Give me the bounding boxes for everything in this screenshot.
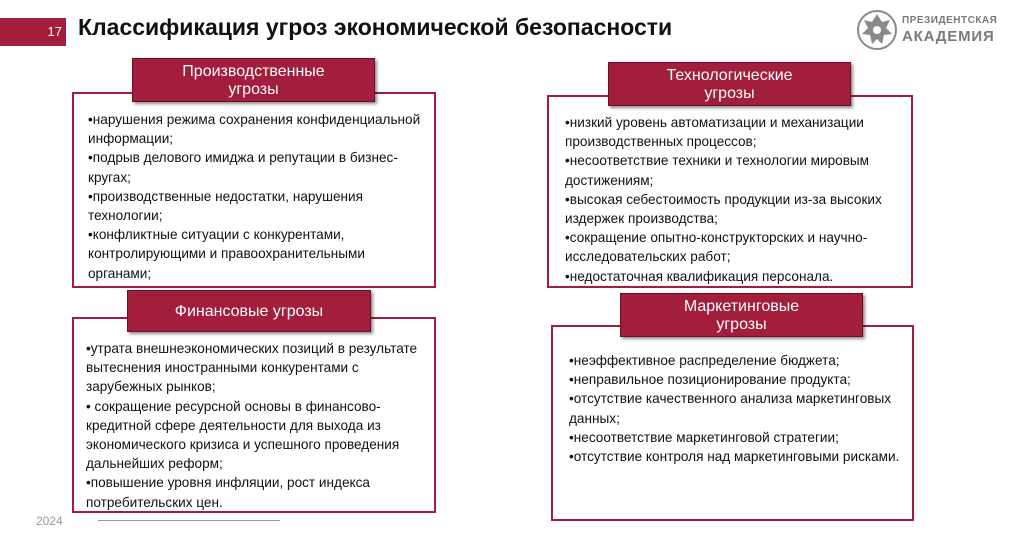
marketing-threats-label — [620, 293, 863, 337]
technology-threats-list — [565, 113, 903, 286]
logo-line1: ПРЕЗИДЕНТСКАЯ — [902, 15, 998, 26]
list-item: •производственные недостатки, нарушения технологии; — [88, 188, 364, 224]
list-item: •недостаточная квалификация персонала. — [565, 268, 834, 284]
list-item: •повышение уровня инфляции, рост индекса потребительских цен. — [86, 475, 370, 510]
marketing-threats-panel — [551, 325, 914, 521]
marketing-threats-label-text: Маркетинговые угрозы — [683, 298, 800, 333]
list-item: •конфликтные ситуации с конкурентами, контролирующими и правоохранительными органами; — [88, 227, 365, 281]
production-threats-label-text: Производственные угрозы — [182, 63, 325, 98]
list-item: •несоответствие техники и технологии мировым достижениям; — [565, 153, 870, 188]
finance-threats-label-text: Финансовые угрозы — [174, 303, 324, 320]
list-item: •отсутствие качественного анализа маркетинговых данных; — [569, 391, 892, 426]
list-item: • сокращение ресурсной основы в финансово-кредитной сфере деятельности для выхода из экономического кризиса и успешного проведения дальнейших реформ; — [86, 398, 400, 472]
logo-text — [902, 16, 997, 44]
finance-threats-panel — [72, 317, 436, 513]
slide-number: 17 — [0, 18, 66, 46]
list-item: •подрыв делового имиджа и репутации в бизнес-кругах; — [88, 150, 398, 185]
list-item: •отсутствие контроля над маркетинговыми рисками. — [569, 449, 900, 465]
finance-threats-label — [127, 290, 371, 332]
eagle-emblem-icon — [856, 6, 898, 54]
list-item: •высокая себестоимость продукции из-за высоких издержек производства; — [565, 191, 882, 227]
list-item: •сокращение опытно-конструкторских и научно-исследовательских работ; — [565, 230, 868, 265]
production-threats-panel — [72, 92, 436, 288]
technology-threats-label — [608, 62, 851, 106]
list-item: •неправильное позиционирование продукта; — [569, 372, 851, 388]
list-item: •утрата внешнеэкономических позиций в результате вытеснения иностранными конкурентами с зарубежных рынков; — [86, 341, 418, 395]
list-item: •несоответствие маркетинговой стратегии; — [569, 429, 839, 445]
list-item: •низкий уровень автоматизации и механизации производственных процессов; — [565, 115, 864, 150]
footer-year: 2024 — [36, 514, 63, 528]
marketing-threats-list — [569, 351, 906, 466]
list-item: •нарушения режима сохранения конфиденциальной информации; — [88, 112, 421, 147]
technology-threats-label-text: Технологические угрозы — [666, 67, 793, 102]
production-threats-label — [132, 58, 375, 102]
footer-divider — [98, 520, 280, 521]
technology-threats-panel — [547, 95, 913, 288]
academy-logo — [856, 6, 996, 56]
production-threats-list — [88, 110, 424, 283]
finance-threats-list — [86, 339, 430, 512]
page-title: Классификация угроз экономической безопасности — [78, 14, 673, 40]
logo-line2: АКАДЕМИЯ — [902, 28, 995, 45]
list-item: •неэффективное распределение бюджета; — [569, 353, 840, 368]
